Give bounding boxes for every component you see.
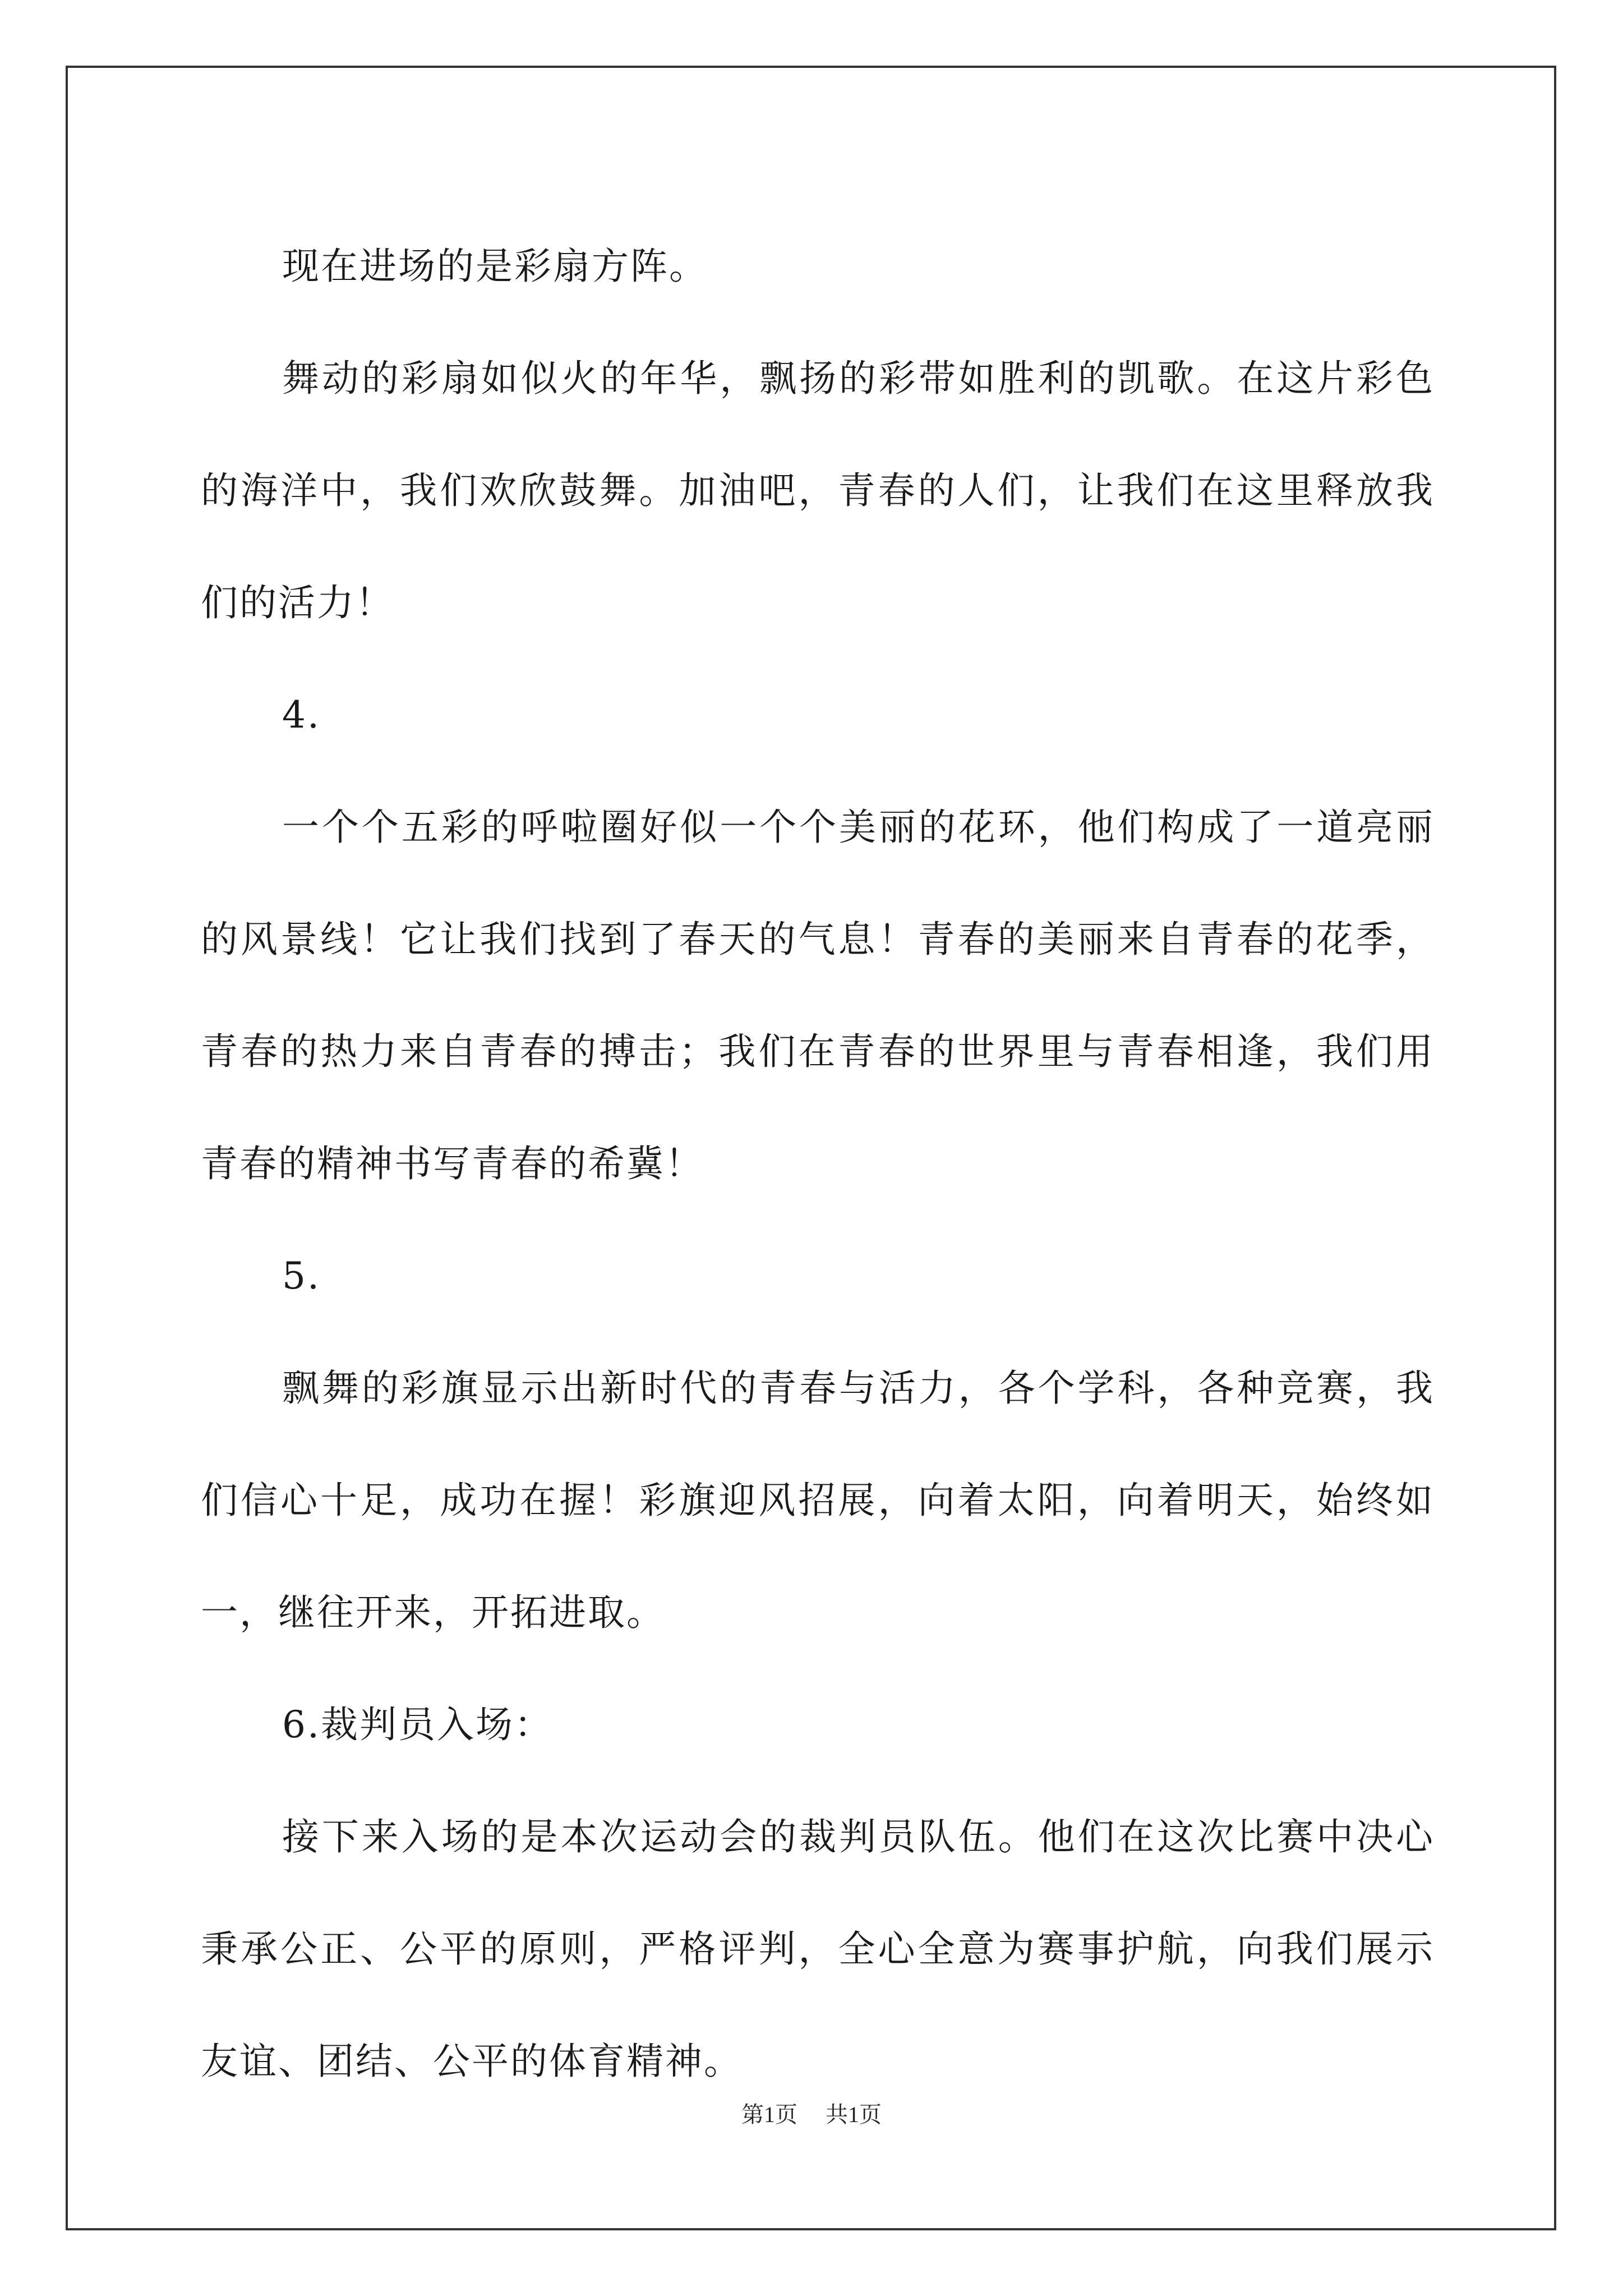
page-number-total: 共1页 [826, 2102, 882, 2127]
paragraph: 现在进场的是彩扇方阵。 [282, 245, 708, 288]
page-number-current: 第1页 [741, 2102, 797, 2127]
paragraph: 接下来入场的是本次运动会的裁判员队伍。他们在这次比赛中决心秉承公正、公平的原则，严格评判，全心全意为赛事护航，向我们展示友谊、团结、公平的体育精神。 [201, 1815, 1435, 2083]
page-footer [0, 2101, 1623, 2129]
section-number: 4. [282, 693, 321, 737]
paragraph: 一个个五彩的呼啦圈好似一个个美丽的花环，他们构成了一道亮丽的风景线！它让我们找到了春天的气息！青春的美丽来自青春的花季，青春的热力来自青春的搏击；我们在青春的世界里与青春相逢，我们用青春的精神书写青春的希冀！ [201, 806, 1435, 1185]
paragraph: 飘舞的彩旗显示出新时代的青春与活力，各个学科，各种竞赛，我们信心十足，成功在握！彩旗迎风招展，向着太阳，向着明天，始终如一，继往开来，开拓进取。 [201, 1366, 1435, 1634]
section-heading: 6.裁判员入场： [282, 1703, 553, 1746]
document-body [201, 210, 1435, 2118]
paragraph: 舞动的彩扇如似火的年华，飘扬的彩带如胜利的凯歌。在这片彩色的海洋中，我们欢欣鼓舞。加油吧，青春的人们，让我们在这里释放我们的活力！ [201, 357, 1435, 624]
section-number: 5. [282, 1254, 321, 1297]
